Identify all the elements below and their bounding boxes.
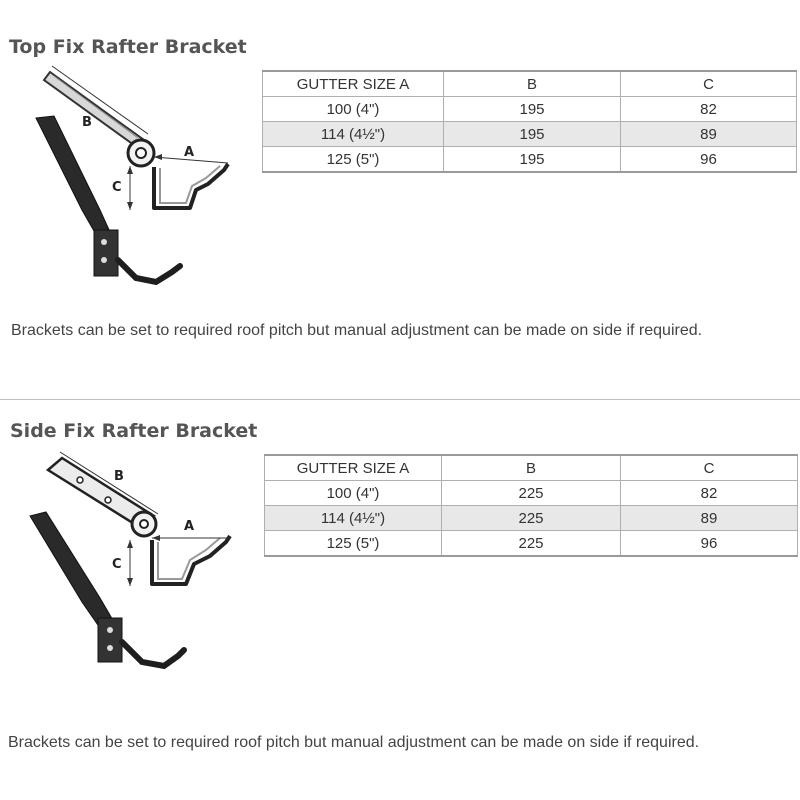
cell-b: 195 [444,97,621,122]
section-title-top-fix: Top Fix Rafter Bracket [9,36,247,58]
label-b: B [114,469,124,484]
section-title-side-fix: Side Fix Rafter Bracket [10,420,258,442]
cell-b: 225 [442,506,621,531]
header-gutter-size: GUTTER SIZE A [265,455,442,481]
table-row [265,506,798,531]
table-row [263,122,797,147]
cell-gutter-size: 125 (5") [265,531,442,557]
label-c: C [112,557,122,572]
table-header-row [265,455,798,481]
side-fix-bracket-diagram [18,446,243,686]
cell-c: 96 [621,147,797,173]
side-fix-note: Brackets can be set to required roof pitch but manual adjustment can be made on side if required. [8,734,700,751]
cell-gutter-size: 114 (4½") [265,506,442,531]
cell-gutter-size: 100 (4") [263,97,444,122]
cell-c: 96 [621,531,798,557]
label-c: C [112,180,122,195]
section-divider [0,399,800,400]
cell-gutter-size: 114 (4½") [263,122,444,147]
cell-gutter-size: 100 (4") [265,481,442,506]
cell-b: 195 [444,147,621,173]
header-c: C [621,455,798,481]
cell-b: 225 [442,481,621,506]
label-a: A [184,519,195,534]
table-row [265,531,798,557]
side-fix-size-table [264,454,798,557]
header-b: B [444,71,621,97]
top-fix-size-table [262,70,797,173]
cell-gutter-size: 125 (5") [263,147,444,173]
table-header-row [263,71,797,97]
label-a: A [184,145,195,160]
cell-b: 225 [442,531,621,557]
header-b: B [442,455,621,481]
table-row [265,481,798,506]
cell-c: 82 [621,97,797,122]
table-row [263,147,797,173]
cell-c: 89 [621,506,798,531]
table-row [263,97,797,122]
header-gutter-size: GUTTER SIZE A [263,71,444,97]
top-fix-bracket-diagram [20,60,240,295]
top-fix-note: Brackets can be set to required roof pitch but manual adjustment can be made on side if required. [11,322,703,339]
cell-c: 82 [621,481,798,506]
cell-b: 195 [444,122,621,147]
header-c: C [621,71,797,97]
cell-c: 89 [621,122,797,147]
label-b: B [82,115,92,130]
